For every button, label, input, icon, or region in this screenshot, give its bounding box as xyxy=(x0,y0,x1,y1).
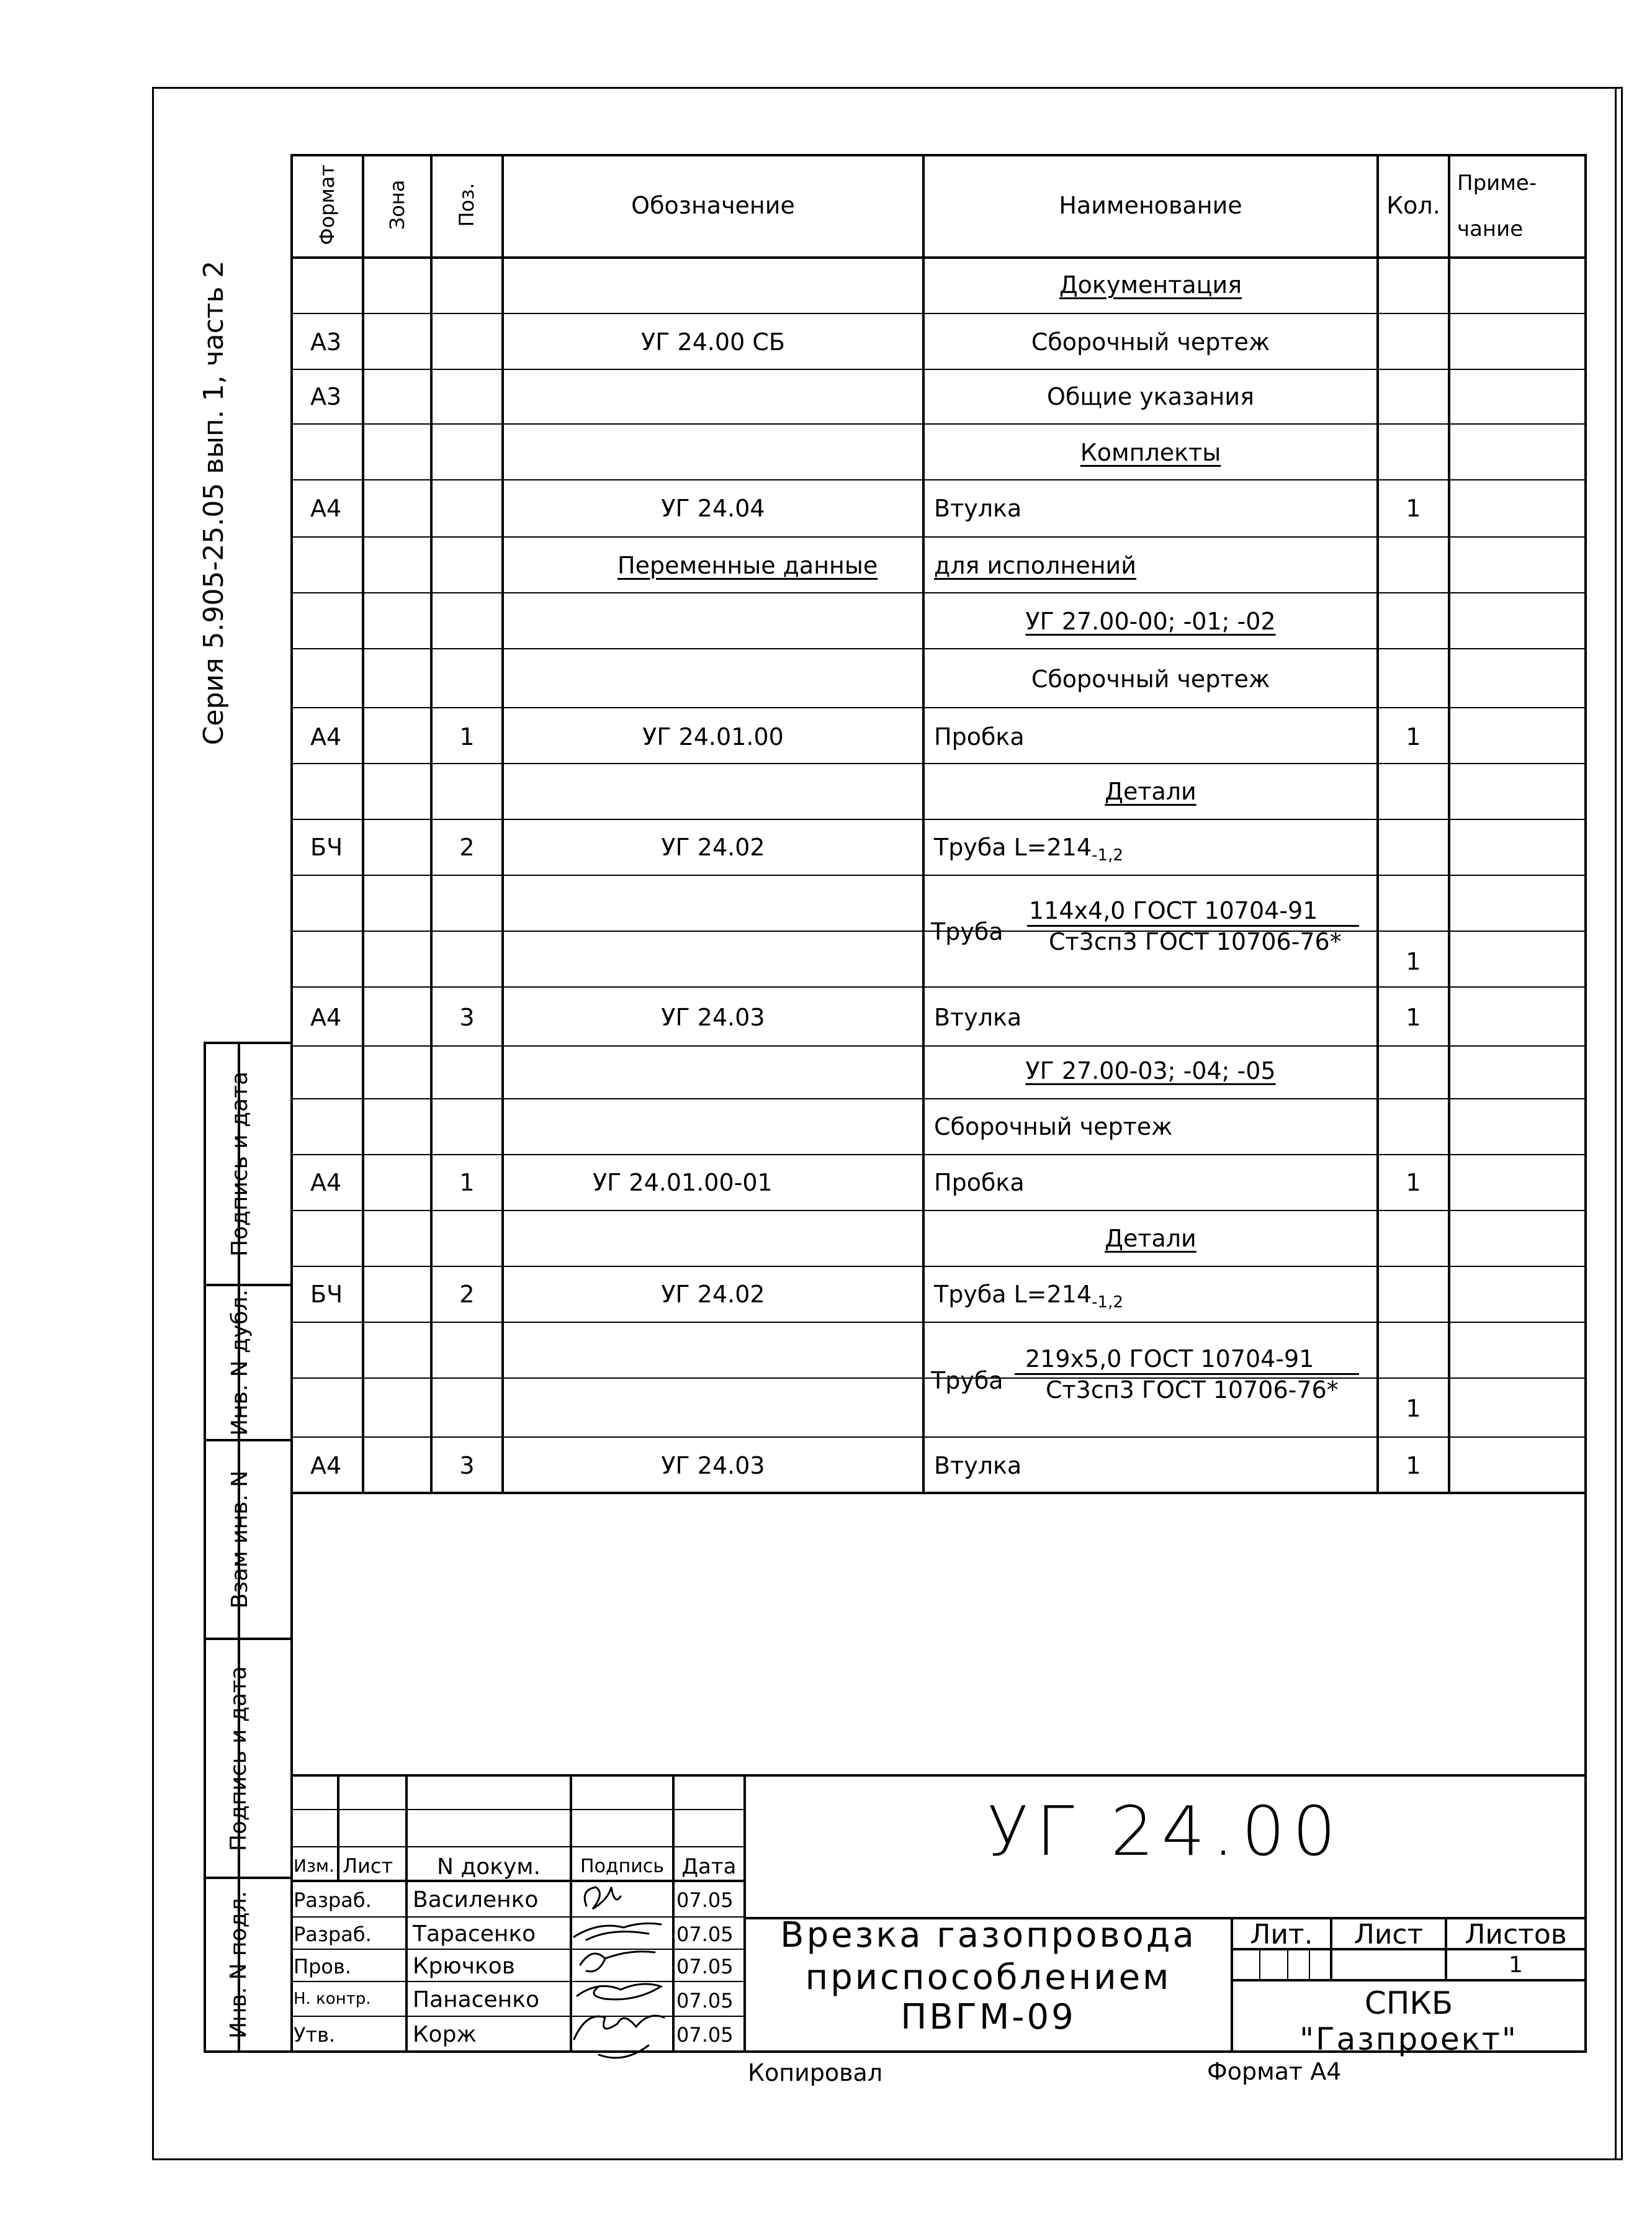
fraction-line xyxy=(1015,1373,1359,1375)
series-title: Серия 5.905-25.05 вып. 1, часть 2 xyxy=(198,260,230,746)
stamp-signature-date-1: Подпись и дата xyxy=(226,1666,251,1852)
row-name xyxy=(934,836,1123,863)
row-designation: УГ 24.04 xyxy=(661,495,765,522)
row-pos: 1 xyxy=(459,1169,475,1196)
stamp-inv-podl: Инв. N подл. xyxy=(226,1891,251,2039)
stamp-signature-date-2: Подпись и дата xyxy=(227,1071,253,1257)
stamp-vzam-inv: Взам инв. N xyxy=(227,1470,253,1609)
row-qty: 1 xyxy=(1406,948,1421,975)
tb-header-change: Изм. xyxy=(294,1855,334,1876)
row-pos: 2 xyxy=(459,1281,475,1308)
row-format: А4 xyxy=(310,1004,342,1031)
row-qty: 1 xyxy=(1406,1004,1421,1031)
sheet-label: Лист xyxy=(1353,1919,1424,1950)
row-format: БЧ xyxy=(310,834,343,861)
tolerance-subscript: -1,2 xyxy=(1092,1293,1123,1312)
header-pos: Поз. xyxy=(455,183,478,227)
role-norm-control: Н. контр. xyxy=(294,1990,371,2008)
sign-date: 07.05 xyxy=(676,1888,734,1912)
pipe-label: Труба xyxy=(931,1367,1003,1394)
stamp-inv-dubl: Инв. N дубл. xyxy=(227,1289,253,1436)
tb-header-date: Дата xyxy=(681,1854,737,1879)
pipe-label: Труба xyxy=(931,918,1003,945)
sheets-value: 1 xyxy=(1509,1952,1523,1978)
header-name: Наименование xyxy=(1059,192,1242,219)
variable-data-label: Переменные данные xyxy=(617,552,878,579)
row-name: Втулка xyxy=(934,495,1022,522)
section-parts-2: Детали xyxy=(1105,1225,1196,1252)
row-designation: УГ 24.02 xyxy=(661,834,765,861)
pipe-spec-top: 114x4,0 ГОСТ 10704-91 xyxy=(1029,897,1318,924)
row-pos: 3 xyxy=(459,1004,475,1031)
row-name: Пробка xyxy=(934,1169,1025,1196)
row-name: Втулка xyxy=(934,1004,1022,1031)
org-name-2: "Газпроект" xyxy=(1300,2021,1518,2057)
lit-label: Лит. xyxy=(1250,1919,1313,1950)
sign-date: 07.05 xyxy=(676,1989,734,2013)
header-qty: Кол. xyxy=(1386,192,1440,219)
role-developer-2: Разраб. xyxy=(294,1923,372,1946)
row-qty: 1 xyxy=(1406,1452,1421,1479)
tb-header-docno: N докум. xyxy=(437,1854,541,1880)
row-qty: 1 xyxy=(1406,1395,1421,1422)
pipe-length-text: Труба L=214 xyxy=(934,834,1092,861)
variant-group-2: УГ 27.00-03; -04; -05 xyxy=(1025,1057,1276,1084)
header-format: Формат xyxy=(315,165,339,245)
row-name: Общие указания xyxy=(1047,383,1254,410)
row-designation: УГ 24.02 xyxy=(661,1281,765,1308)
row-format: А3 xyxy=(310,383,342,410)
person-name: Крючков xyxy=(413,1954,515,1979)
role-approved: Утв. xyxy=(294,2023,336,2047)
section-kits: Комплекты xyxy=(1080,439,1221,466)
row-format: А4 xyxy=(310,723,342,751)
fraction-line xyxy=(1027,925,1359,927)
person-name: Корж xyxy=(413,2022,477,2047)
row-designation: УГ 24.00 СБ xyxy=(641,328,785,356)
role-developer: Разраб. xyxy=(294,1888,372,1912)
footer-copied: Копировал xyxy=(748,2059,883,2086)
person-name: Тарасенко xyxy=(413,1921,536,1947)
row-qty: 1 xyxy=(1406,495,1421,522)
drawing-title-1: Врезка газопровода xyxy=(780,1915,1196,1955)
tb-header-sheet: Лист xyxy=(343,1854,393,1878)
row-designation: УГ 24.03 xyxy=(661,1004,765,1031)
sign-date: 07.05 xyxy=(676,1955,734,1978)
variable-data-label-cont: для исполнений xyxy=(934,552,1136,579)
row-format: А4 xyxy=(310,1452,342,1479)
role-checked: Пров. xyxy=(294,1955,351,1978)
sign-date: 07.05 xyxy=(676,1923,734,1946)
row-format: А4 xyxy=(310,495,342,522)
section-documentation: Документация xyxy=(1059,271,1242,299)
row-name: Сборочный чертеж xyxy=(1031,665,1270,693)
tolerance-subscript: -1,2 xyxy=(1092,846,1123,865)
row-qty: 1 xyxy=(1406,1169,1421,1196)
pipe-spec-bottom: Ст3сп3 ГОСТ 10706-76* xyxy=(1046,1376,1339,1404)
row-name: Сборочный чертеж xyxy=(1031,328,1270,356)
doc-code: УГ 24.00 xyxy=(987,1792,1344,1871)
header-note-1: Приме- xyxy=(1457,171,1537,196)
row-name: Втулка xyxy=(934,1452,1022,1479)
row-qty: 1 xyxy=(1406,723,1421,751)
header-zone: Зона xyxy=(385,179,409,230)
pipe-spec-top: 219x5,0 ГОСТ 10704-91 xyxy=(1025,1345,1314,1373)
row-format: БЧ xyxy=(310,1281,343,1308)
person-name: Панасенко xyxy=(413,1987,539,2013)
person-name: Василенко xyxy=(413,1887,539,1913)
drawing-title-3: ПВГМ-09 xyxy=(900,1997,1076,2037)
row-designation: УГ 24.01.00 xyxy=(642,723,784,751)
footer-format: Формат А4 xyxy=(1207,2058,1342,2085)
row-pos: 1 xyxy=(459,723,475,751)
tb-header-signature: Подпись xyxy=(580,1855,664,1877)
row-format: А4 xyxy=(310,1169,342,1196)
row-pos: 3 xyxy=(459,1452,475,1479)
variant-group-1: УГ 27.00-00; -01; -02 xyxy=(1025,608,1276,635)
drawing-title-2: приспособлением xyxy=(805,1957,1172,1998)
org-name-1: СПКБ xyxy=(1364,1985,1453,2021)
header-note-2: чание xyxy=(1457,217,1524,241)
signatures xyxy=(562,1878,673,2070)
sheets-label: Листов xyxy=(1465,1919,1567,1950)
row-format: А3 xyxy=(310,328,342,356)
sign-date: 07.05 xyxy=(676,2023,734,2047)
row-name: Пробка xyxy=(934,723,1025,751)
pipe-spec-bottom: Ст3сп3 ГОСТ 10706-76* xyxy=(1049,928,1342,955)
row-name xyxy=(934,1283,1123,1310)
row-name: Сборочный чертеж xyxy=(934,1113,1173,1140)
header-designation: Обозначение xyxy=(631,192,795,219)
section-parts: Детали xyxy=(1105,778,1196,805)
row-designation: УГ 24.01.00-01 xyxy=(593,1169,773,1196)
row-designation: УГ 24.03 xyxy=(661,1452,765,1479)
pipe-length-text: Труба L=214 xyxy=(934,1281,1092,1308)
row-pos: 2 xyxy=(459,834,475,861)
